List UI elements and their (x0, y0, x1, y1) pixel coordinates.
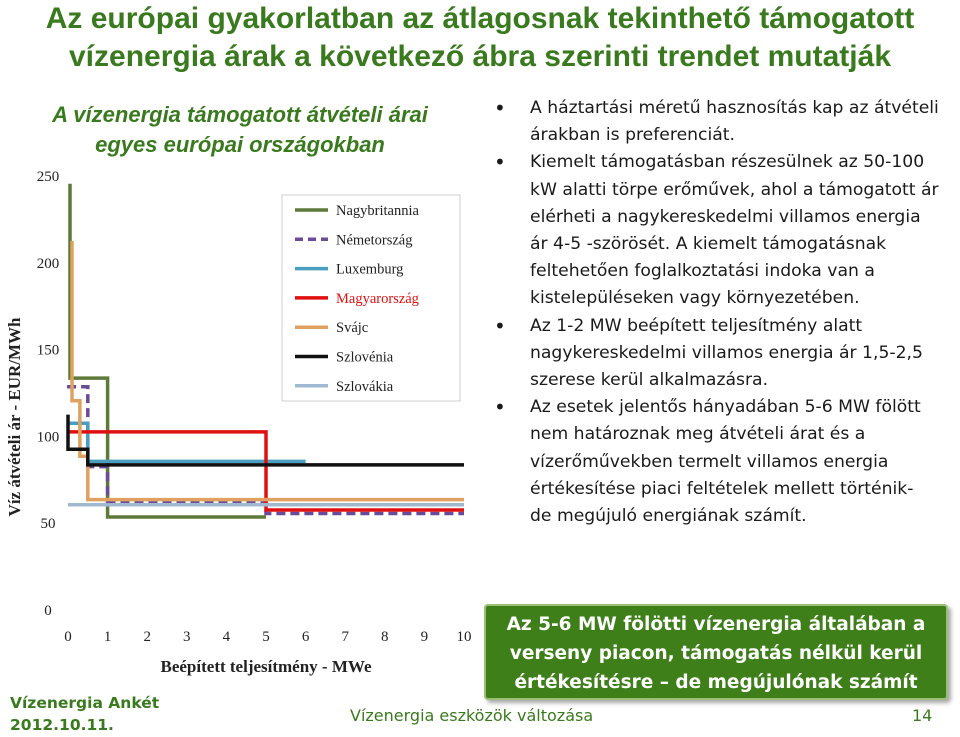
highlight-box (484, 604, 948, 700)
legend-label: Nagybritannia (336, 203, 419, 219)
y-tick-label: 0 (44, 603, 52, 619)
bullet-item: • Az 1-2 MW beépített teljesítmény alatt nagykereskedelmi villamos energia ár 1,5-2,5 szerese kerül alkalmazásra. (490, 313, 940, 395)
x-tick-label: 3 (183, 629, 191, 645)
y-axis-label: Víz átvételi ár - EUR/MWh (5, 317, 24, 517)
highlight-line3: értékesítésre – de megújulónak számít (514, 672, 918, 693)
series-line (69, 423, 306, 461)
chart-title-line1: A vízenergia támogatott átvételi árai (52, 102, 428, 127)
legend-label: Szlovénia (336, 349, 394, 366)
bullet-item: • A háztartási méretű hasznosítás kap az átvételi árakban is preferenciát. (490, 95, 940, 149)
slide-title-line1: Az európai gyakorlatban az átlagosnak tekinthető támogatott (45, 2, 915, 35)
y-tick-label: 200 (36, 255, 60, 272)
x-tick-label: 9 (420, 629, 429, 645)
y-tick-label: 150 (36, 342, 60, 359)
legend-label: Svájc (336, 320, 369, 337)
footer-event-date: 2012.10.11. (10, 716, 114, 734)
y-tick-label: 250 (36, 169, 60, 185)
footer-event (10, 692, 159, 736)
x-tick-label: 1 (103, 629, 112, 645)
legend-label: Szlovákia (336, 378, 394, 395)
page-number: 14 (912, 706, 933, 725)
chart-title-line2: egyes európai országokban (95, 132, 385, 157)
footer-title: Vízenergia eszközök változása (350, 706, 594, 725)
x-tick-label: 5 (262, 629, 270, 645)
x-tick-label: 7 (341, 629, 349, 645)
x-tick-label: 4 (222, 629, 231, 645)
highlight-line1: Az 5-6 MW fölötti vízenergia általában a (506, 614, 926, 635)
x-axis-label: Beépített teljesítmény - MWe (160, 657, 372, 676)
legend-label: Luxemburg (336, 261, 404, 278)
bullet-item: • Kiemelt támogatásban részesülnek az 50-100 kW alatti törpe erőművek, ahol a támogatott ár elérheti a nagykereskedelmi villamos energia ár 4-5 -szörösét. A kiemelt támogatásnak feltehetően foglalkoztatási indoka van a kistelepüléseken vagy környezetében. (490, 149, 940, 312)
x-tick-label: 2 (143, 629, 151, 645)
legend-label: Magyarország (336, 290, 419, 307)
bullet-list (490, 95, 940, 530)
y-tick-label: 50 (40, 516, 56, 533)
x-tick-label: 8 (381, 629, 389, 645)
x-tick-label: 10 (456, 629, 472, 645)
bullet-item: • Az esetek jelentős hányadában 5-6 MW fölött nem határoznak meg átvételi árat és a vízerőművekben termelt villamos energia értékesítése piaci feltételek mellett történik- de megújuló energiának számít. (490, 394, 940, 530)
footer-event-name: Vízenergia Ankét (10, 694, 160, 712)
price-step-chart (0, 0, 480, 690)
x-tick-label: 0 (64, 629, 72, 645)
legend-label: Németország (336, 232, 413, 249)
highlight-line2: verseny piacon, támogatás nélkül kerül (509, 643, 923, 664)
x-tick-label: 6 (301, 629, 310, 645)
slide-title-line2: vízenergia árak a következő ábra szerinti trendet mutatják (69, 40, 891, 73)
y-tick-label: 100 (36, 429, 60, 446)
